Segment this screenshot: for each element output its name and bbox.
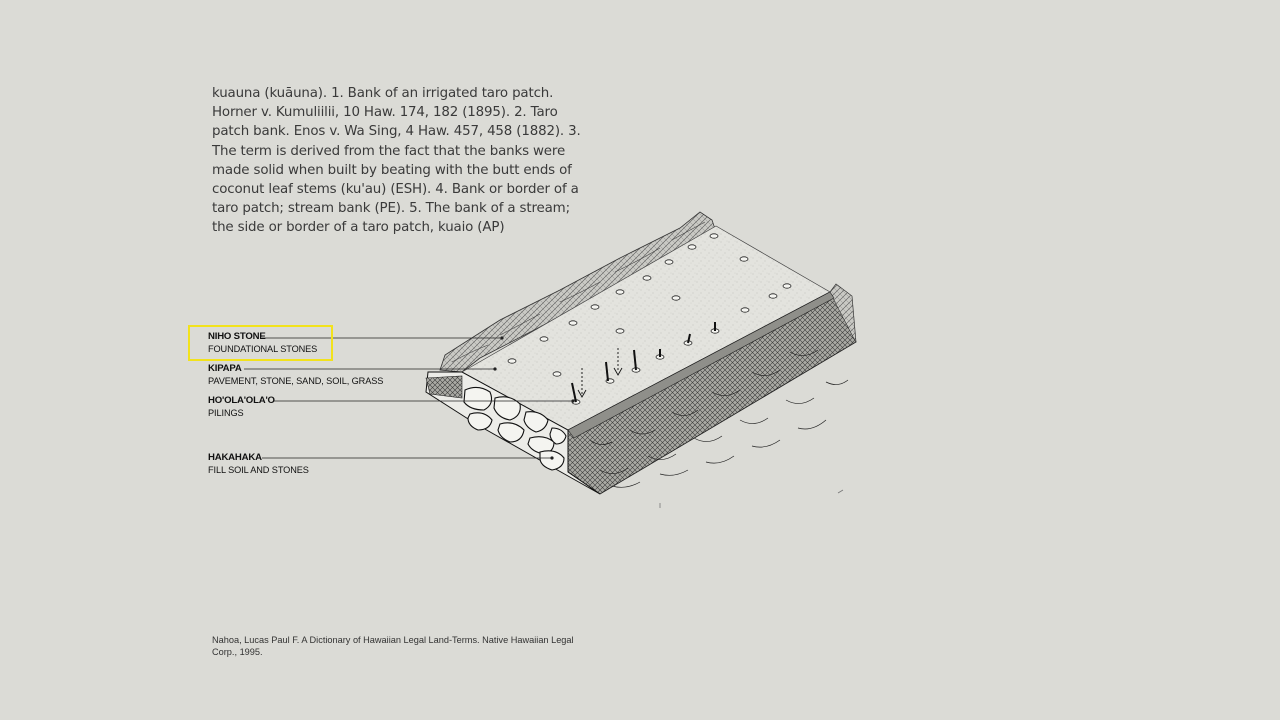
- citation-line: Corp., 1995.: [212, 647, 263, 657]
- label-kipapa: [208, 363, 383, 387]
- label-name: HAKAHAKA: [208, 452, 262, 463]
- definition-line: Horner v. Kumuliilii, 10 Haw. 174, 182 (1895). 2. Taro: [212, 105, 558, 121]
- label-hakahaka: [208, 452, 309, 476]
- label-name: NIHO STONE: [208, 331, 266, 342]
- citation: [212, 634, 602, 658]
- definition-line: The term is derived from the fact that the banks were: [212, 143, 566, 159]
- label-desc: FILL SOIL AND STONES: [208, 465, 309, 475]
- label-hoolaolao: [208, 395, 275, 419]
- label-niho-stone: [208, 331, 317, 355]
- label-name: HO'OLA'OLA'O: [208, 395, 275, 406]
- label-desc: PAVEMENT, STONE, SAND, SOIL, GRASS: [208, 376, 384, 386]
- label-desc: FOUNDATIONAL STONES: [208, 344, 318, 354]
- definition-line: the side or border of a taro patch, kuaio (AP): [212, 220, 505, 236]
- definition-line: patch bank. Enos v. Wa Sing, 4 Haw. 457, 458 (1882). 3.: [212, 124, 581, 140]
- tick-mark: [838, 490, 843, 493]
- definition-line: made solid when built by beating with the butt ends of: [212, 162, 572, 178]
- label-desc: PILINGS: [208, 408, 244, 418]
- definition-line: coconut leaf stems (ku'au) (ESH). 4. Bank or border of a: [212, 182, 579, 198]
- definition-line: taro patch; stream bank (PE). 5. The bank of a stream;: [212, 201, 570, 217]
- citation-line: Nahoa, Lucas Paul F. A Dictionary of Hawaiian Legal Land-Terms. Native Hawaiian Legal: [212, 635, 574, 645]
- definition-line: kuauna (kuāuna). 1. Bank of an irrigated taro patch.: [212, 86, 554, 101]
- label-name: KIPAPA: [208, 363, 242, 374]
